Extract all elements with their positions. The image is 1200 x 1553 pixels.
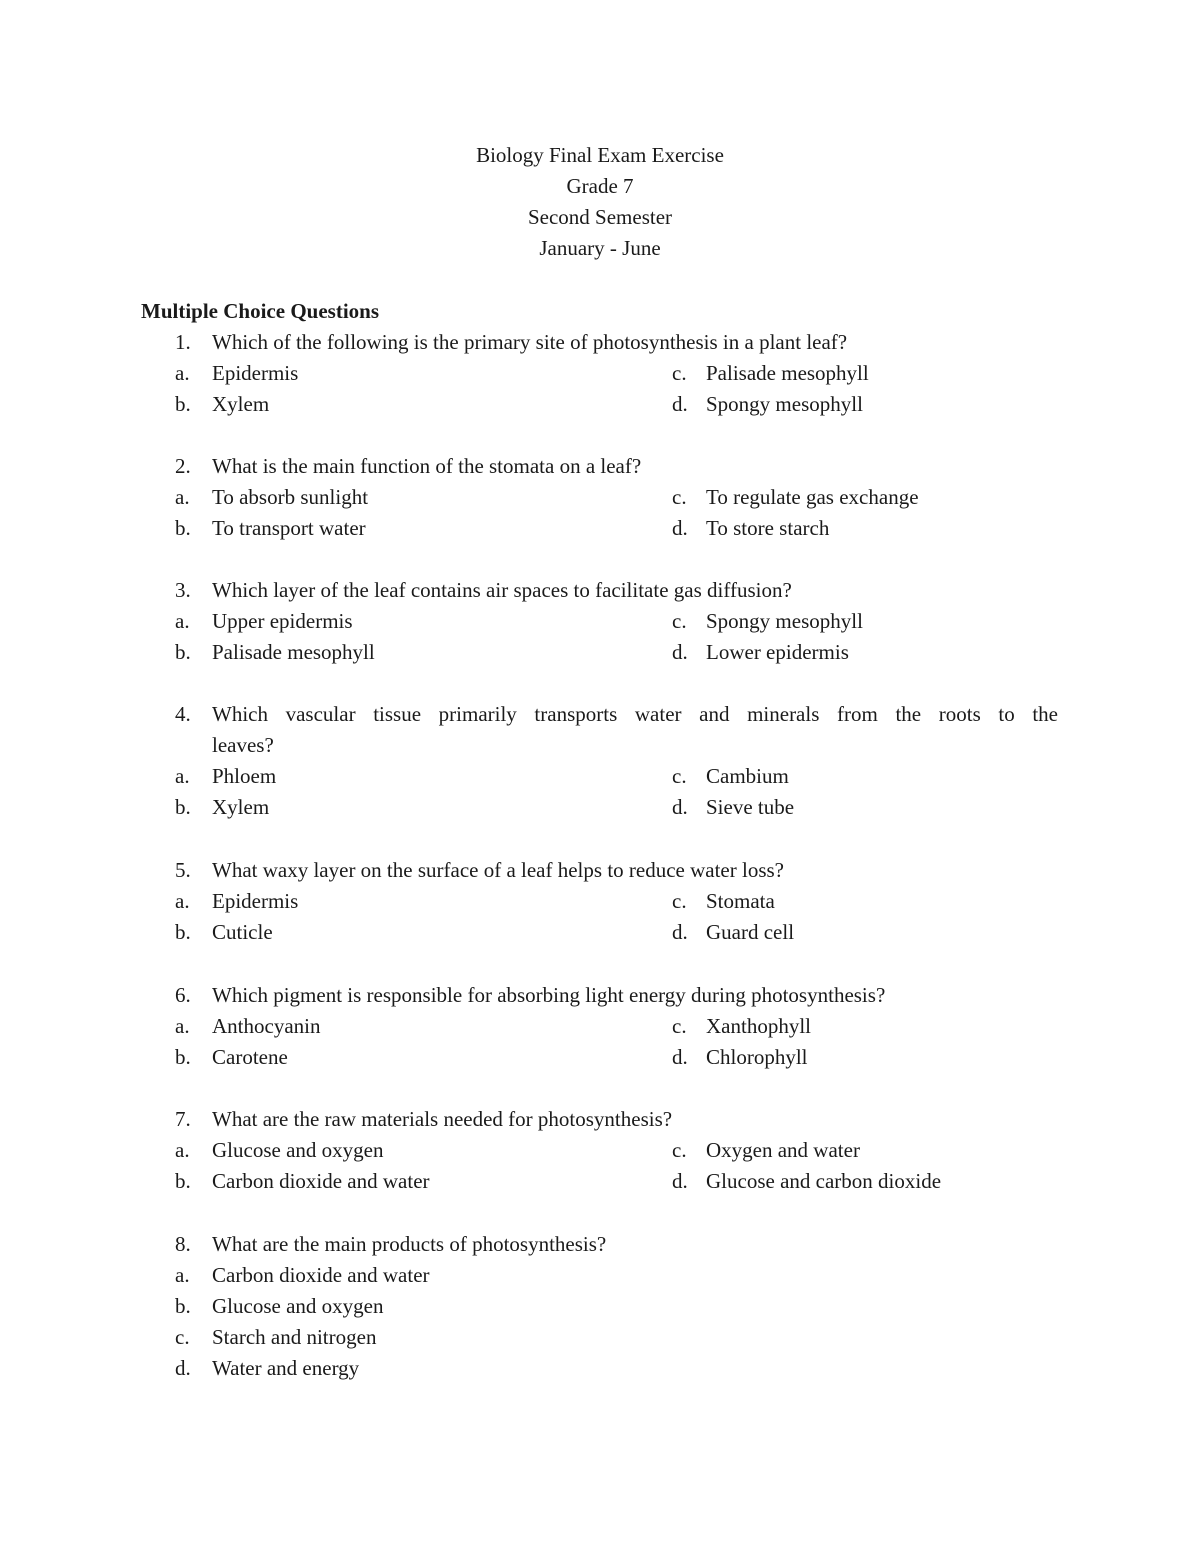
option-letter: b. [175, 640, 191, 664]
option-text: To store starch [706, 516, 830, 540]
question-number: 5. [175, 858, 191, 882]
option-text: Palisade mesophyll [212, 640, 375, 664]
question-8 [0, 1229, 1200, 1384]
option-letter: b. [175, 1169, 191, 1193]
question-5 [0, 855, 1200, 948]
option-letter: d. [672, 920, 688, 944]
option-text: Palisade mesophyll [706, 361, 869, 385]
option-text: To absorb sunlight [212, 485, 369, 509]
section-title: Multiple Choice Questions [141, 299, 380, 323]
exam-semester: Second Semester [527, 205, 673, 229]
option-text: Cambium [706, 764, 789, 788]
question-text: What is the main function of the stomata on a leaf? [212, 454, 642, 478]
option-text: Epidermis [212, 361, 299, 385]
option-letter: d. [672, 640, 688, 664]
option-letter: c. [672, 764, 687, 788]
question-text: What are the raw materials needed for photosynthesis? [212, 1107, 673, 1131]
question-1 [0, 327, 1200, 420]
option-text: Xanthophyll [706, 1014, 811, 1038]
exam-period: January - June [539, 236, 661, 260]
option-text: Starch and nitrogen [212, 1325, 377, 1349]
option-letter: d. [672, 516, 688, 540]
option-letter: b. [175, 1294, 191, 1318]
option-letter: d. [672, 1045, 688, 1069]
option-letter: c. [672, 1138, 687, 1162]
question-text: Which layer of the leaf contains air spaces to facilitate gas diffusion? [212, 578, 792, 602]
question-text: What waxy layer on the surface of a leaf helps to reduce water loss? [212, 858, 784, 882]
option-letter: a. [175, 485, 190, 509]
option-text: Oxygen and water [706, 1138, 860, 1162]
option-text: Glucose and oxygen [212, 1138, 384, 1162]
option-text: Xylem [212, 392, 270, 416]
question-number: 7. [175, 1107, 191, 1131]
option-text: Carotene [212, 1045, 288, 1069]
option-text: Lower epidermis [706, 640, 849, 664]
question-number: 1. [175, 330, 191, 354]
option-letter: b. [175, 1045, 191, 1069]
option-letter: b. [175, 516, 191, 540]
option-text: Phloem [212, 764, 277, 788]
option-text: Chlorophyll [706, 1045, 808, 1069]
option-letter: b. [175, 392, 191, 416]
exam-title: Biology Final Exam Exercise [476, 143, 724, 167]
option-text: Sieve tube [706, 795, 795, 819]
option-letter: b. [175, 920, 191, 944]
question-4 [0, 699, 1200, 823]
option-letter: a. [175, 1263, 190, 1287]
question-number: 6. [175, 983, 191, 1007]
option-letter: d. [175, 1356, 191, 1380]
option-letter: a. [175, 609, 190, 633]
option-letter: c. [672, 609, 687, 633]
option-letter: c. [175, 1325, 190, 1349]
option-letter: d. [672, 392, 688, 416]
option-text: Stomata [706, 889, 775, 913]
option-letter: c. [672, 361, 687, 385]
option-text: Anthocyanin [212, 1014, 321, 1038]
question-number: 3. [175, 578, 191, 602]
option-letter: c. [672, 889, 687, 913]
question-number: 4. [175, 702, 191, 726]
question-text-line-1: Which vascular tissue primarily transports water and minerals from the roots to the [212, 702, 1058, 726]
option-letter: d. [672, 795, 688, 819]
option-letter: a. [175, 361, 190, 385]
option-text: Glucose and oxygen [212, 1294, 384, 1318]
exam-header [0, 140, 1200, 264]
question-number: 2. [175, 454, 191, 478]
option-text: Spongy mesophyll [706, 392, 863, 416]
exam-grade: Grade 7 [566, 174, 634, 198]
option-letter: d. [672, 1169, 688, 1193]
question-2 [0, 451, 1200, 544]
question-6 [0, 980, 1200, 1073]
option-text: Xylem [212, 795, 270, 819]
option-text: Upper epidermis [212, 609, 353, 633]
option-letter: a. [175, 1014, 190, 1038]
question-text-line-2: leaves? [212, 733, 274, 757]
question-7 [0, 1104, 1200, 1197]
option-letter: b. [175, 795, 191, 819]
option-letter: c. [672, 1014, 687, 1038]
option-text: Cuticle [212, 920, 273, 944]
question-number: 8. [175, 1232, 191, 1256]
option-text: Guard cell [706, 920, 795, 944]
question-text: What are the main products of photosynthesis? [212, 1232, 607, 1256]
question-3 [0, 575, 1200, 668]
question-text: Which pigment is responsible for absorbing light energy during photosynthesis? [212, 983, 886, 1007]
option-letter: a. [175, 889, 190, 913]
option-text: Glucose and carbon dioxide [706, 1169, 942, 1193]
option-text: Spongy mesophyll [706, 609, 863, 633]
option-letter: c. [672, 485, 687, 509]
option-text: Water and energy [212, 1356, 360, 1380]
option-text: Epidermis [212, 889, 299, 913]
option-text: Carbon dioxide and water [212, 1169, 430, 1193]
option-text: Carbon dioxide and water [212, 1263, 430, 1287]
question-text: Which of the following is the primary site of photosynthesis in a plant leaf? [212, 330, 848, 354]
option-letter: a. [175, 764, 190, 788]
option-text: To regulate gas exchange [706, 485, 919, 509]
option-text: To transport water [212, 516, 366, 540]
option-letter: a. [175, 1138, 190, 1162]
